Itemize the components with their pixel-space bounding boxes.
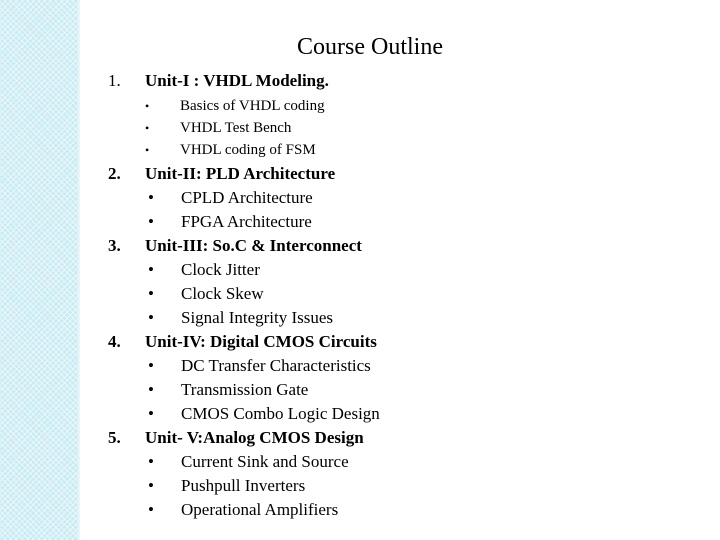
unit-number: 2.: [108, 164, 121, 183]
list-item-text: DC Transfer Characteristics: [181, 356, 371, 375]
bullet-icon: •: [148, 476, 154, 495]
list-item-text: CPLD Architecture: [181, 188, 313, 207]
unit-title: Unit-II: PLD Architecture: [145, 164, 336, 183]
unit-number: 1.: [108, 71, 121, 90]
bullet-icon: •: [148, 500, 154, 519]
bullet-icon: •: [148, 284, 154, 303]
unit-title: Unit-III: So.C & Interconnect: [145, 236, 362, 255]
unit-number: 4.: [108, 332, 121, 351]
list-item-text: Operational Amplifiers: [181, 500, 339, 519]
list-item-text: FPGA Architecture: [181, 212, 312, 231]
unit-title: Unit-I : VHDL Modeling.: [145, 71, 329, 90]
bullet-icon: •: [148, 380, 154, 399]
unit-number: 3.: [108, 236, 121, 255]
list-item-text: Clock Jitter: [181, 260, 260, 279]
bullet-icon: •: [148, 212, 154, 231]
bullet-icon: •: [148, 452, 154, 471]
list-item-text: Current Sink and Source: [181, 452, 349, 471]
list-item-text: VHDL coding of FSM: [180, 142, 316, 158]
list-item-text: CMOS Combo Logic Design: [181, 404, 380, 423]
bullet-icon: •: [148, 188, 154, 207]
decorative-sidebar: [0, 0, 78, 540]
bullet-icon: •: [145, 143, 150, 157]
unit-number: 5.: [108, 428, 121, 447]
page-title: Course Outline: [297, 34, 443, 60]
sidebar-divider: [78, 0, 80, 540]
bullet-icon: •: [148, 260, 154, 279]
bullet-icon: •: [145, 121, 150, 135]
unit-title: Unit- V:Analog CMOS Design: [145, 428, 364, 447]
bullet-icon: •: [148, 404, 154, 423]
bullet-icon: •: [145, 99, 150, 113]
bullet-icon: •: [148, 308, 154, 327]
unit-title: Unit-IV: Digital CMOS Circuits: [145, 332, 377, 351]
list-item-text: Transmission Gate: [181, 380, 309, 399]
list-item-text: Basics of VHDL coding: [180, 98, 325, 114]
bullet-icon: •: [148, 356, 154, 375]
list-item-text: Clock Skew: [181, 284, 264, 303]
list-item-text: Signal Integrity Issues: [181, 308, 334, 327]
list-item-text: Pushpull Inverters: [181, 476, 306, 495]
list-item-text: VHDL Test Bench: [180, 120, 292, 136]
